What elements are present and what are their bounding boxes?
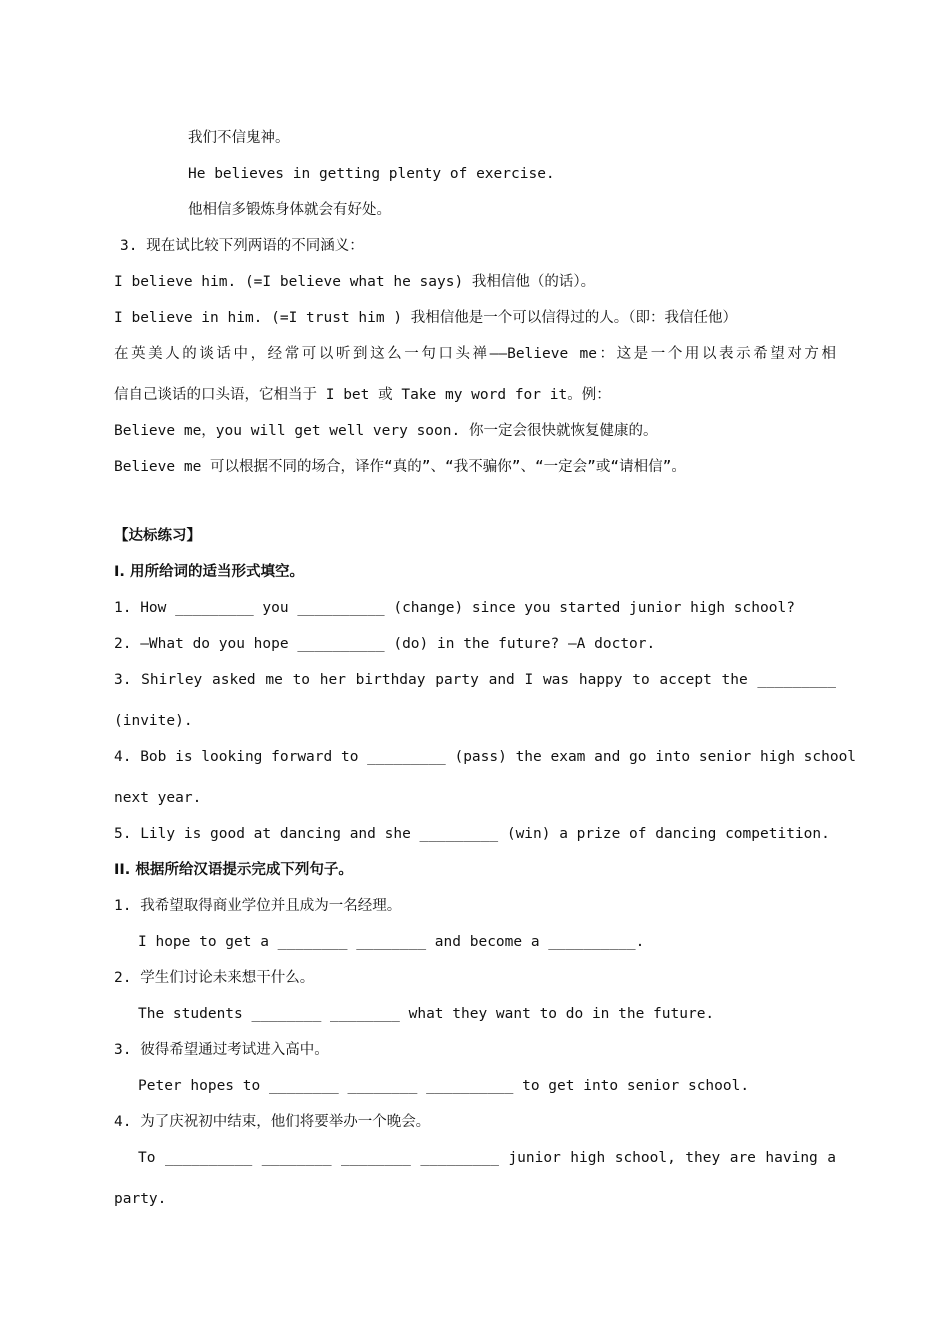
note-line-4: 3. 现在试比较下列两语的不同涵义： bbox=[120, 238, 364, 254]
s2-question-4-chinese: 4. 为了庆祝初中结束，他们将要举办一个晚会。 bbox=[114, 1114, 431, 1130]
note-line-3: 他相信多锻炼身体就会有好处。 bbox=[188, 202, 391, 218]
s1-question-4-line-2: next year. bbox=[114, 790, 202, 806]
s1-question-1: 1. How _________ you __________ (change) since you started junior high school? bbox=[114, 600, 795, 616]
note-line-6: I believe in him. (=I trust him ) 我相信他是一个可以信得过的人。（即：我信任他） bbox=[114, 310, 738, 326]
note-line-9: Believe me，you will get well very soon. 你一定会很快就恢复健康的。 bbox=[114, 423, 658, 439]
practice-heading: 【达标练习】 bbox=[114, 528, 201, 544]
note-line-2: He believes in getting plenty of exercise. bbox=[188, 166, 555, 182]
s2-question-3-chinese: 3. 彼得希望通过考试进入高中。 bbox=[114, 1042, 329, 1058]
s1-question-3-line-2: (invite). bbox=[114, 713, 193, 729]
note-line-1: 我们不信鬼神。 bbox=[188, 130, 290, 146]
s2-question-2-chinese: 2. 学生们讨论未来想干什么。 bbox=[114, 970, 315, 986]
note-line-7: 在英美人的谈话中，经常可以听到这么一句口头禅——Believe me：这是一个用以表示希望对方相 bbox=[114, 346, 836, 362]
s1-question-4-line-1: 4. Bob is looking forward to _________ (pass) the exam and go into senior high school bbox=[114, 749, 857, 765]
note-line-8: 信自己谈话的口头语，它相当于 I bet 或 Take my word for it。例： bbox=[114, 387, 611, 403]
s2-question-1-english: I hope to get a ________ ________ and become a __________. bbox=[138, 934, 645, 950]
section-1-title: I. 用所给词的适当形式填空。 bbox=[114, 564, 304, 580]
s1-question-2: 2. —What do you hope __________ (do) in the future? —A doctor. bbox=[114, 636, 656, 652]
note-line-5: I believe him. (=I believe what he says) 我相信他（的话）。 bbox=[114, 274, 596, 290]
section-2-title: II. 根据所给汉语提示完成下列句子。 bbox=[114, 862, 353, 878]
s1-question-5: 5. Lily is good at dancing and she _________ (win) a prize of dancing competition. bbox=[114, 826, 830, 842]
s2-question-2-english: The students ________ ________ what they want to do in the future. bbox=[138, 1006, 715, 1022]
s2-question-4-english-line-1: To __________ ________ ________ _________ junior high school, they are having a bbox=[138, 1150, 836, 1166]
s1-question-3-line-1: 3. Shirley asked me to her birthday party and I was happy to accept the _________ bbox=[114, 672, 836, 688]
s2-question-3-english: Peter hopes to ________ ________ __________ to get into senior school. bbox=[138, 1078, 750, 1094]
s2-question-4-english-line-2: party. bbox=[114, 1191, 167, 1207]
note-line-10: Believe me 可以根据不同的场合，译作“真的”、“我不骗你”、“一定会”或“请相信”。 bbox=[114, 459, 686, 475]
s2-question-1-chinese: 1. 我希望取得商业学位并且成为一名经理。 bbox=[114, 898, 402, 914]
